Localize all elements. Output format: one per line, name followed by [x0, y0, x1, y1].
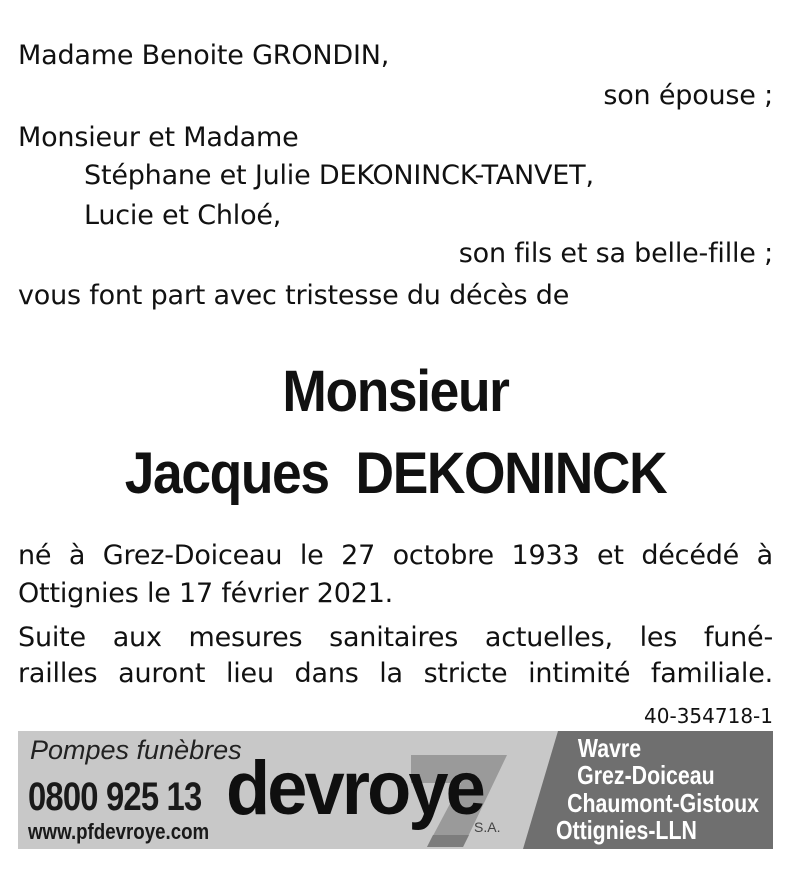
son-intro: Monsieur et Madame	[18, 122, 299, 153]
location-grez-doiceau: Grez-Doiceau	[577, 760, 715, 790]
son-names: Stéphane et Julie DEKONINCK-TANVET,	[84, 160, 594, 191]
birth-line-1: né à Grez-Doiceau le 27 octobre 1933 et décédé à	[18, 540, 773, 571]
reference-number: 40-354718-1	[644, 704, 773, 728]
funeral-line-1: Suite aux mesures sanitaires actuelles, les funé-	[18, 622, 773, 653]
location-ottignies-lln: Ottignies-LLN	[556, 815, 697, 845]
brand-logo: devroye	[226, 746, 483, 831]
website-link[interactable]: www.pfdevroye.com	[28, 819, 210, 844]
location-wavre: Wavre	[577, 733, 641, 763]
funeral-line-2: railles auront lieu dans la stricte intimité familiale.	[18, 658, 773, 689]
birth-line-2: Ottignies le 17 février 2021.	[18, 578, 394, 609]
phone-number: 0800 925 13	[28, 775, 202, 819]
deceased-title: Monsieur	[282, 359, 509, 424]
brand-sa: S.A.	[474, 819, 501, 835]
funeral-home-banner	[18, 731, 773, 849]
location-chaumont-gistoux: Chaumont-Gistoux	[567, 788, 759, 818]
widow-name: Madame Benoite GRONDIN,	[18, 40, 390, 71]
deceased-name: Jacques DEKONINCK	[124, 441, 667, 506]
son-relation: son fils et sa belle-fille ;	[458, 238, 773, 269]
grandchildren-names: Lucie et Chloé,	[84, 200, 282, 231]
widow-relation: son épouse ;	[603, 80, 773, 111]
announcement-line: vous font part avec tristesse du décès de	[18, 280, 570, 311]
pompes-label: Pompes funèbres	[30, 735, 242, 765]
